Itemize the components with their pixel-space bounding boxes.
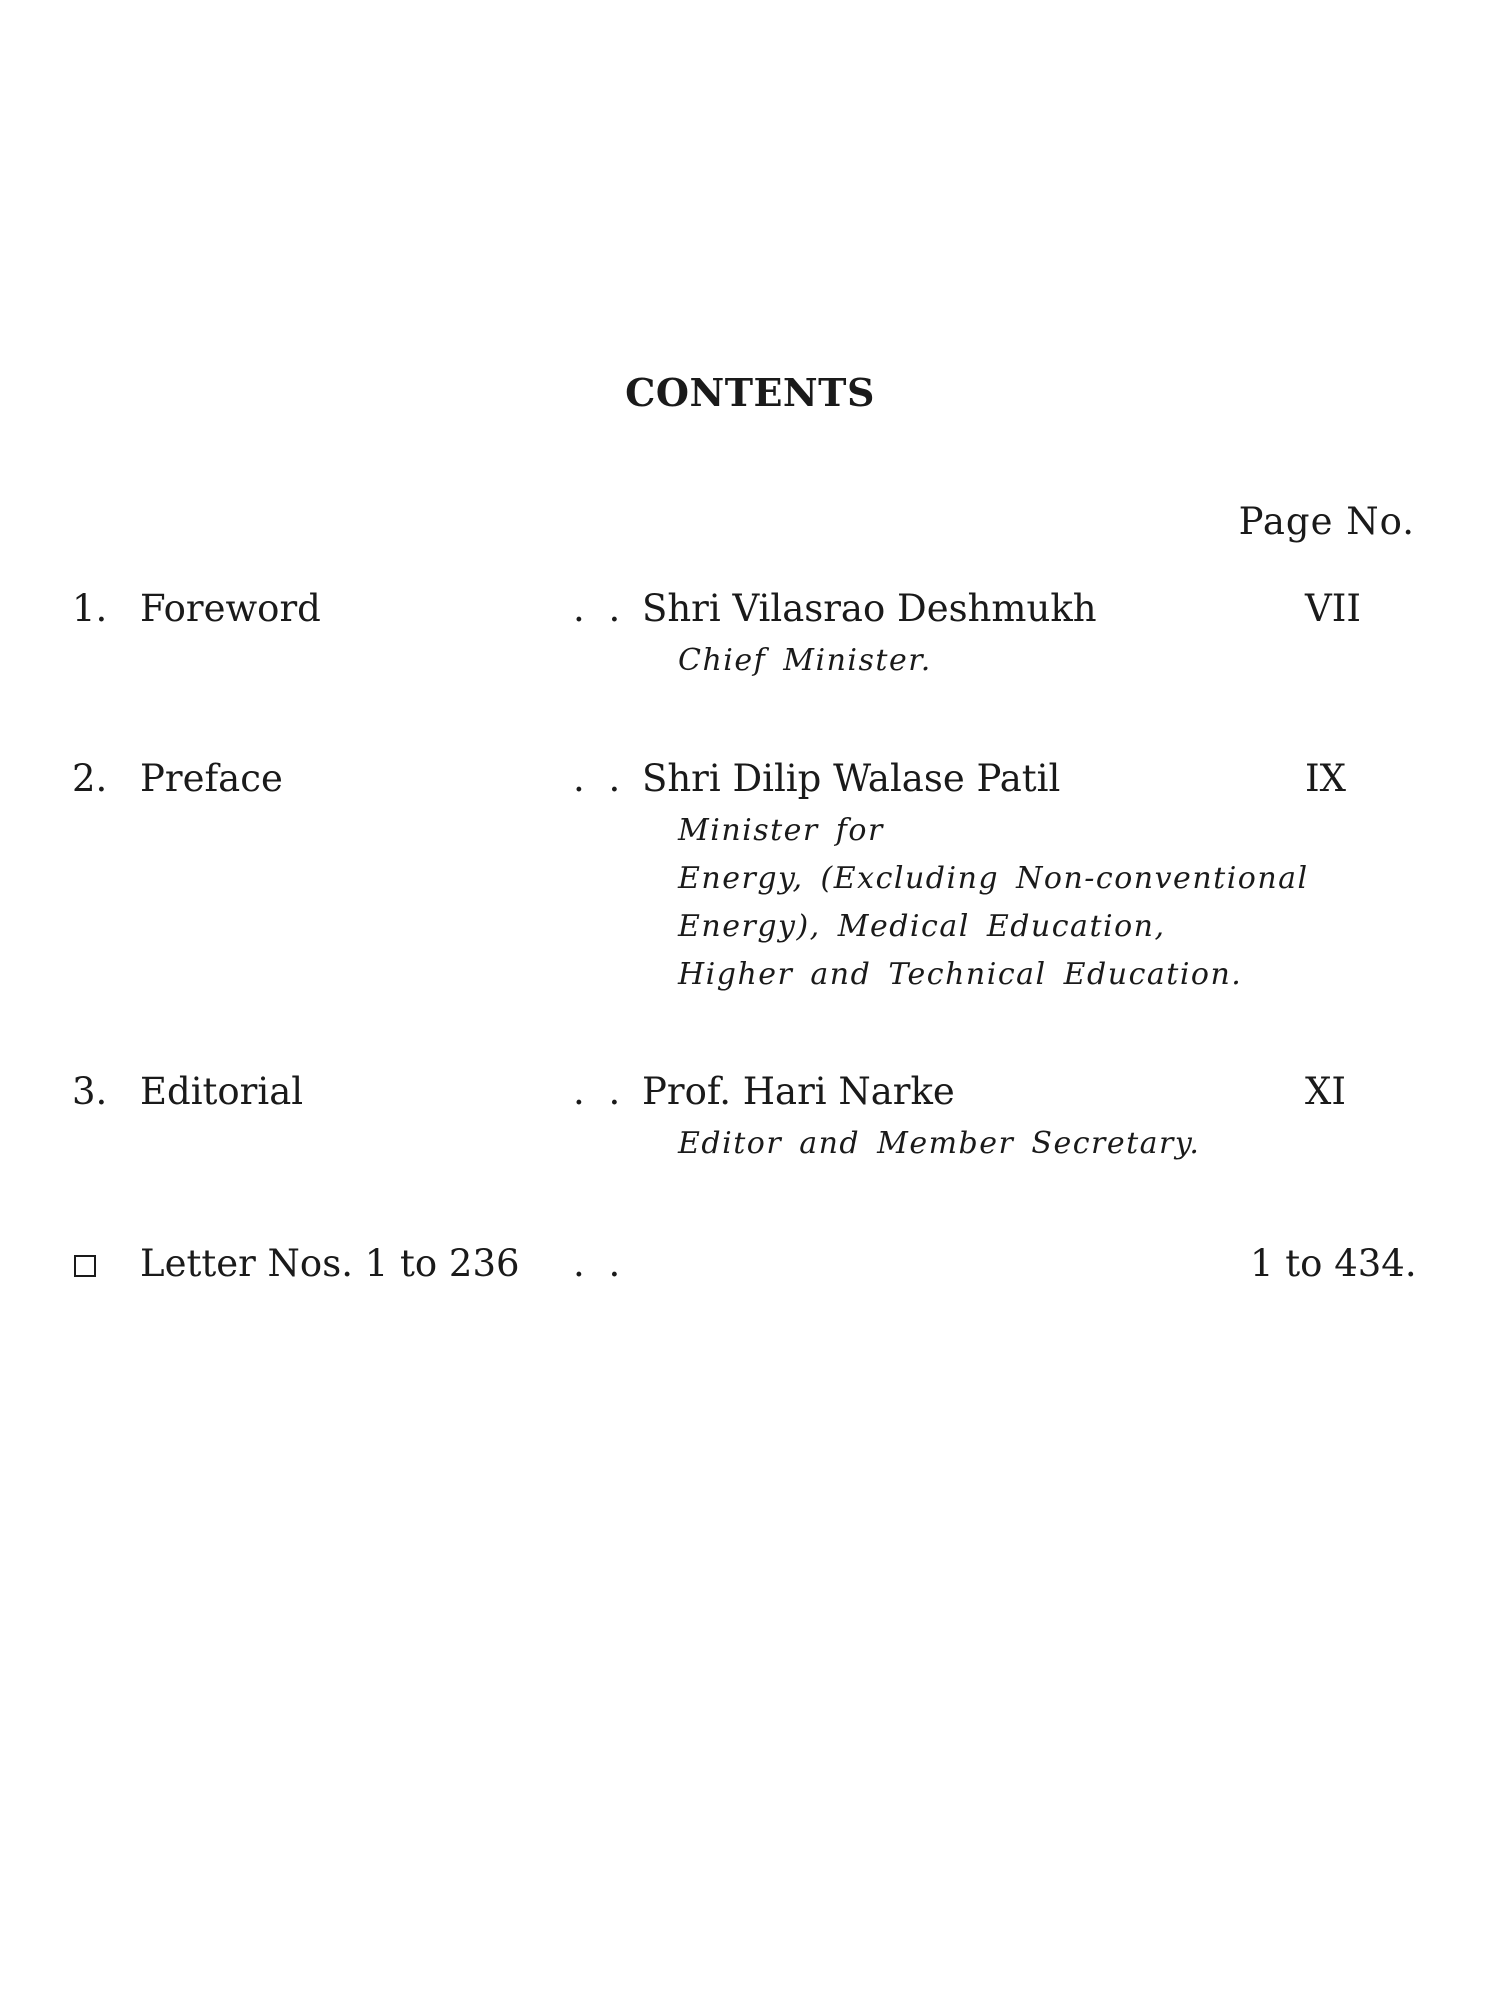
page-title: CONTENTS bbox=[625, 370, 875, 415]
entry-page-range: 1 to 434. bbox=[1250, 1242, 1417, 1285]
entry-number: 1. bbox=[72, 587, 108, 630]
entry-number: 3. bbox=[72, 1070, 108, 1113]
entry-author: Shri Vilasrao Deshmukh bbox=[642, 587, 1097, 630]
entry-page-number: XI bbox=[1305, 1070, 1346, 1113]
leader-dots: . . bbox=[573, 1242, 627, 1285]
role-line: Higher and Technical Education. bbox=[678, 957, 1243, 992]
role-line: Editor and Member Secretary. bbox=[678, 1126, 1201, 1161]
entry-title: Editorial bbox=[140, 1070, 304, 1113]
role-line: Energy), Medical Education, bbox=[678, 909, 1166, 944]
entry-title: Letter Nos. 1 to 236 bbox=[140, 1242, 520, 1285]
entry-title: Preface bbox=[140, 757, 283, 800]
entry-author: Prof. Hari Narke bbox=[642, 1070, 955, 1113]
role-line: Minister for bbox=[678, 813, 884, 848]
square-bullet-icon bbox=[74, 1255, 96, 1277]
entry-title: Foreword bbox=[140, 587, 321, 630]
page-no-header: Page No. bbox=[1238, 500, 1415, 543]
author-roles bbox=[678, 637, 932, 685]
leader-dots: . . bbox=[573, 1070, 627, 1113]
entry-page-number: VII bbox=[1305, 587, 1361, 630]
entry-page-number: IX bbox=[1305, 757, 1346, 800]
leader-dots: . . bbox=[573, 587, 627, 630]
entry-number: 2. bbox=[72, 757, 108, 800]
author-roles bbox=[678, 807, 1309, 999]
leader-dots: . . bbox=[573, 757, 627, 800]
entry-author: Shri Dilip Walase Patil bbox=[642, 757, 1061, 800]
author-roles bbox=[678, 1120, 1200, 1168]
role-line: Energy, (Excluding Non-conventional bbox=[678, 861, 1309, 896]
role-line: Chief Minister. bbox=[678, 643, 932, 678]
